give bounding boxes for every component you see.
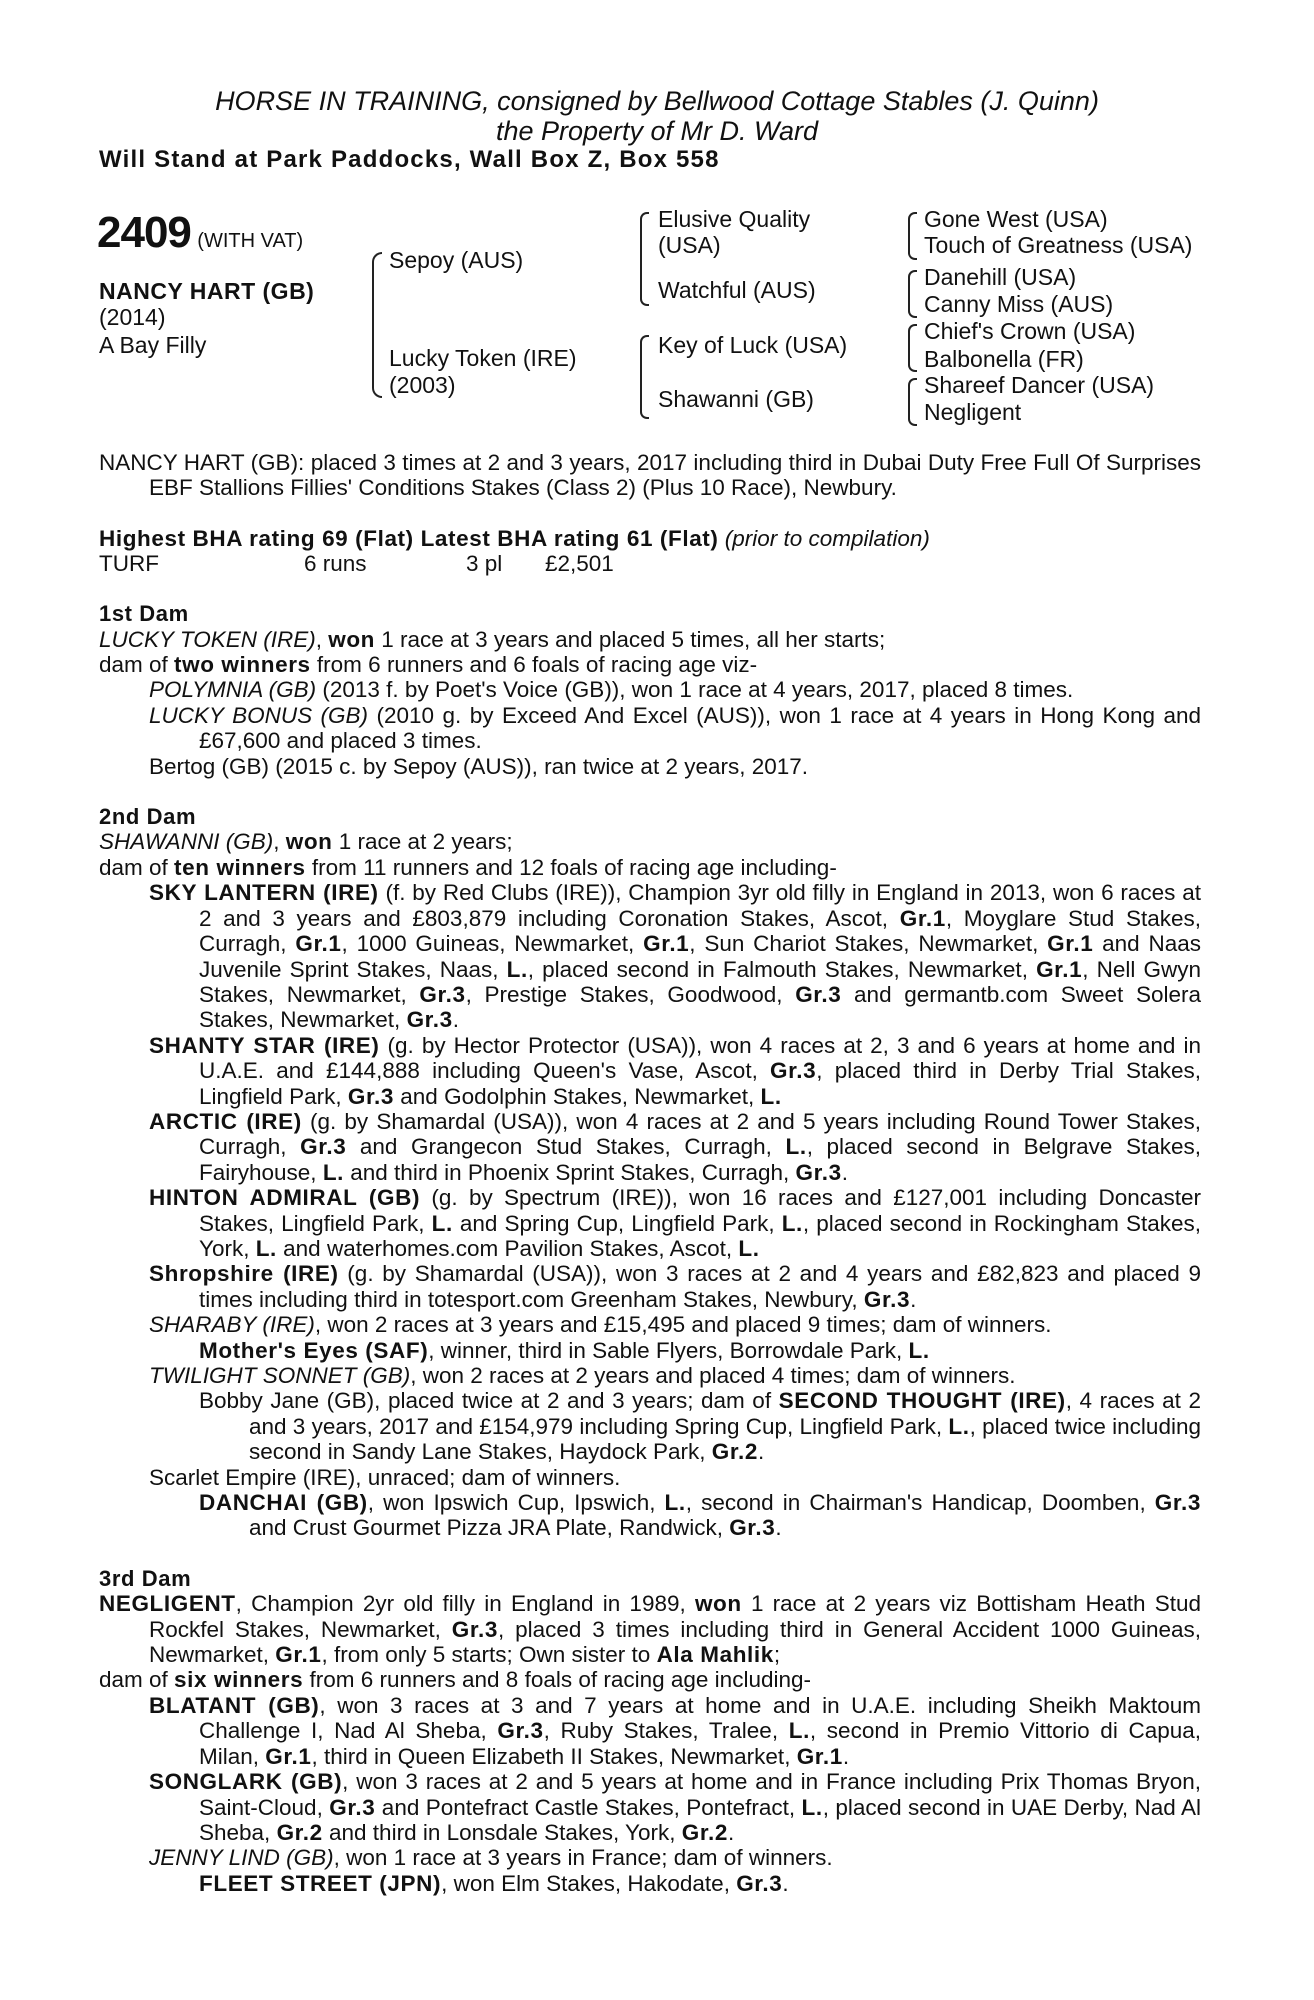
gd-dam-sire: Shareef Dancer (USA) — [924, 372, 1155, 398]
stand-location: Will Stand at Park Paddocks, Wall Box Z, Box 558 — [99, 146, 720, 173]
text: . — [757, 1439, 765, 1465]
dam-section — [99, 804, 1201, 1541]
produce-entry — [99, 855, 1201, 880]
text: , second in Premio Vittorio di Capua, Milan, — [199, 1718, 1202, 1769]
bold-text: FLEET STREET (JPN) — [199, 1870, 442, 1896]
foaling-year: (2014) — [99, 304, 166, 330]
text: , — [315, 626, 329, 652]
dam-year: (2003) — [389, 372, 456, 398]
bracket — [908, 212, 917, 260]
produce-entry — [99, 754, 1201, 779]
horse-name: NANCY HART (GB) — [99, 278, 315, 304]
bracket — [908, 270, 917, 318]
text: , winner, third in Sable Flyers, Borrowdale Park, — [428, 1337, 909, 1363]
text: dam of — [99, 1667, 175, 1693]
bold-text: Gr.3 — [770, 1058, 817, 1084]
surface: TURF — [99, 551, 159, 577]
text: , placed third in Derby Trial Stakes, Lingfield Park, — [199, 1058, 1201, 1109]
text: . — [775, 1515, 782, 1541]
text: , third in Queen Elizabeth II Stakes, Newmarket, — [311, 1743, 797, 1769]
text: 1 race at 3 years and placed 5 times, all her starts; — [375, 626, 886, 652]
text: . — [452, 1007, 460, 1033]
produce-entry — [99, 1261, 1201, 1312]
race-summary: NANCY HART (GB): placed 3 times at 2 and 3 years, 2017 including third in Dubai Duty Free Full Of Surprises EBF Stallions Fillies' Conditions Stakes (Class 2) (Plus 10 Race), Newbury. — [99, 450, 1201, 501]
produce-entry — [99, 1109, 1201, 1185]
italic-text: SHAWANNI (GB) — [99, 829, 274, 855]
bracket — [640, 212, 649, 306]
text: , placed second in Falmouth Stakes, Newmarket, — [527, 956, 1037, 982]
bold-text: Gr.3 — [406, 1007, 453, 1033]
text: . — [842, 1743, 850, 1769]
text: , won 2 races at 2 years and placed 4 times; dam of winners. — [410, 1363, 1016, 1388]
produce-entry — [99, 627, 1201, 652]
text: (2013 f. by Poet's Voice (GB)), won 1 race at 4 years, 2017, placed 8 times. — [316, 677, 1074, 703]
bold-text: Gr.1 — [1036, 956, 1083, 982]
produce-entry — [99, 1338, 1201, 1363]
text: (2010 g. by Exceed And Excel (AUS)), won 1 race at 4 years in Hong Kong and £67,600 and placed 3 times. — [199, 702, 1201, 754]
text: , 1000 Guineas, Newmarket, — [341, 931, 644, 957]
text: , won Ipswich Cup, Ipswich, — [367, 1490, 665, 1516]
produce-entry — [99, 1363, 1201, 1388]
text: (g. by Spectrum (IRE)), won 16 races and £127,001 including Doncaster Stakes, Lingfield Park, — [199, 1185, 1202, 1236]
text: , 4 races at 2 and 3 years, 2017 and £154,979 including Spring Cup, Lingfield Park, — [249, 1388, 1201, 1439]
dam-sire: Key of Luck (USA) — [658, 332, 848, 358]
bold-text: Gr.3 — [451, 1616, 498, 1642]
race-record — [99, 551, 1201, 576]
bold-text: SECOND THOUGHT (IRE) — [778, 1388, 1066, 1414]
bold-text: Gr.1 — [899, 905, 946, 931]
italic-text: JENNY LIND (GB) — [149, 1845, 334, 1871]
text: from 6 runners and 8 foals of racing age including- — [303, 1667, 811, 1693]
bold-text: L. — [908, 1337, 930, 1363]
sire: Sepoy (AUS) — [389, 247, 524, 273]
text: , won 2 races at 3 years and £15,495 and placed 9 times; dam of winners. — [314, 1312, 1052, 1338]
bold-text: won — [694, 1591, 742, 1617]
produce-entry — [99, 1871, 1201, 1896]
text: , placed twice including second in Sandy Lane Stakes, Haydock Park, — [249, 1413, 1201, 1465]
produce-entry — [99, 880, 1201, 1032]
produce-entry — [99, 1693, 1201, 1769]
bold-text: HINTON ADMIRAL (GB) — [149, 1185, 421, 1211]
produce-entry — [99, 1312, 1201, 1337]
bold-text: L. — [781, 1210, 803, 1236]
bold-text: L. — [255, 1235, 277, 1261]
bold-text: L. — [431, 1210, 453, 1236]
text: Bertog (GB) (2015 c. by Sepoy (AUS)), ran twice at 2 years, 2017. — [149, 753, 809, 779]
text: (g. by Hector Protector (USA)), won 4 races at 2, 3 and 6 years at home and in U.A.E. and £144,888 including Queen's Vase, Ascot, — [199, 1032, 1201, 1084]
produce-entry — [99, 677, 1201, 702]
bold-text: Gr.1 — [796, 1743, 843, 1769]
dam-section — [99, 1566, 1201, 1896]
text: , placed second in UAE Derby, Nad Al Sheba, — [199, 1794, 1201, 1845]
bracket — [372, 252, 382, 398]
text: , won Elm Stakes, Hakodate, — [441, 1870, 737, 1896]
text: (g. by Shamardal (USA)), won 4 races at 2 and 5 years including Round Tower Stakes, Curragh, — [199, 1108, 1201, 1160]
gd-sire-sire: Chief's Crown (USA) — [924, 318, 1136, 344]
section-heading: 3rd Dam — [99, 1565, 192, 1591]
text: , Ruby Stakes, Tralee, — [543, 1718, 789, 1744]
text: Bobby Jane (GB), placed twice at 2 and 3 years; dam of — [199, 1388, 779, 1414]
bold-text: Gr.1 — [295, 931, 342, 957]
horse-description: A Bay Filly — [99, 332, 207, 358]
property-of: the Property of Mr D. Ward — [495, 116, 819, 146]
bold-text: BLATANT (GB) — [149, 1692, 320, 1718]
sire-dam: Watchful (AUS) — [658, 277, 816, 303]
text: , placed second in Rockingham Stakes, York, — [199, 1210, 1201, 1261]
gs-dam-dam: Canny Miss (AUS) — [924, 291, 1114, 317]
text: and third in Lonsdale Stakes, York, — [322, 1819, 682, 1845]
bold-text: Gr.3 — [419, 981, 466, 1007]
bold-text: DANCHAI (GB) — [199, 1490, 368, 1516]
text: and Grangecon Stud Stakes, Curragh, — [346, 1134, 786, 1160]
produce-entry — [99, 1667, 1201, 1692]
text: , Nell Gwyn Stakes, Newmarket, — [199, 956, 1201, 1007]
text: , placed second in Belgrave Stakes, Fairyhouse, — [199, 1134, 1202, 1185]
produce-entry — [99, 703, 1201, 754]
dam-dam: Shawanni (GB) — [658, 386, 814, 412]
text: , Champion 2yr old filly in England in 1989, — [235, 1591, 695, 1617]
text: , won 3 races at 2 and 5 years at home and in France including Prix Thomas Bryon, Saint-Cloud, — [199, 1769, 1201, 1820]
bold-text: two winners — [174, 652, 311, 678]
produce-entry — [99, 1033, 1201, 1109]
text: , Sun Chariot Stakes, Newmarket, — [689, 931, 1048, 957]
bold-text: Gr.1 — [275, 1642, 322, 1668]
text: 1 race at 2 years viz Bottisham Heath Stud Rockfel Stakes, Newmarket, — [149, 1591, 1201, 1642]
text: , won 1 race at 3 years in France; dam of winners. — [333, 1845, 833, 1871]
text: (g. by Shamardal (USA)), won 3 races at 2 and 4 years and £82,823 and placed 9 times including third in totesport.com Greenham Stakes, Newbury, — [199, 1261, 1201, 1312]
catalogue-body — [99, 450, 1201, 1896]
text: , placed 3 times including third in General Accident 1000 Guineas, Newmarket, — [149, 1616, 1201, 1668]
text: and Spring Cup, Lingfield Park, — [452, 1210, 782, 1236]
gs-sire-sire: Gone West (USA) — [924, 206, 1108, 232]
text: and waterhomes.com Pavilion Stakes, Ascot, — [276, 1235, 739, 1261]
italic-text: LUCKY BONUS (GB) — [149, 702, 369, 728]
text: and Crust Gourmet Pizza JRA Plate, Randwick, — [249, 1515, 730, 1541]
consignment-title: HORSE IN TRAINING, consigned by Bellwood Cottage Stables (J. Quinn) — [215, 86, 1099, 116]
bold-text: Gr.3 — [300, 1134, 347, 1160]
bold-text: L. — [760, 1083, 782, 1109]
rating-line — [99, 526, 1201, 551]
earnings: £2,501 — [545, 551, 614, 577]
vat-label: (WITH VAT) — [197, 230, 304, 252]
bold-text: L. — [322, 1159, 345, 1185]
bold-text: L. — [948, 1413, 970, 1439]
produce-entry — [99, 1465, 1201, 1490]
bold-text: L. — [785, 1134, 807, 1160]
produce-entry — [99, 829, 1201, 854]
text: , second in Chairman's Handicap, Doomben, — [685, 1490, 1155, 1516]
text: and third in Phoenix Sprint Stakes, Curragh, — [344, 1159, 796, 1185]
bracket — [908, 324, 917, 372]
bracket — [908, 378, 917, 426]
bold-text: Gr.2 — [276, 1819, 323, 1845]
bold-text: L. — [506, 956, 528, 982]
text: from 6 runners and 6 foals of racing age viz- — [310, 652, 758, 678]
bold-text: won — [328, 626, 376, 652]
produce-entry — [99, 1845, 1201, 1870]
bold-text: Gr.1 — [265, 1743, 312, 1769]
produce-entry — [99, 1490, 1201, 1541]
section-heading: 1st Dam — [99, 601, 189, 627]
text: dam of — [99, 854, 175, 880]
text: , won 3 races at 3 and 7 years at home and in U.A.E. including Sheikh Maktoum Challenge I, Nad Al Sheba, — [199, 1692, 1202, 1744]
text: , Prestige Stakes, Goodwood, — [465, 981, 796, 1007]
bold-text: L. — [788, 1718, 810, 1744]
bold-text: SONGLARK (GB) — [149, 1769, 343, 1795]
bold-text: Ala Mahlik — [656, 1642, 774, 1668]
produce-entry — [99, 652, 1201, 677]
bold-text: L. — [664, 1490, 686, 1516]
lot-number-line — [97, 208, 303, 258]
gs-sire-dam: Touch of Greatness (USA) — [924, 232, 1193, 258]
italic-text: SHARABY (IRE) — [149, 1312, 315, 1338]
text: dam of — [99, 652, 175, 678]
italic-text: POLYMNIA (GB) — [149, 677, 317, 703]
bold-text: six winners — [174, 1667, 304, 1693]
bracket — [640, 335, 649, 419]
bold-text: won — [285, 829, 333, 855]
dam-sections — [99, 601, 1201, 1896]
text: , — [273, 829, 286, 855]
bold-text: Gr.3 — [863, 1286, 911, 1312]
bold-text: NEGLIGENT — [99, 1591, 236, 1617]
bold-text: Gr.2 — [711, 1439, 758, 1465]
bold-text: Gr.2 — [681, 1819, 728, 1845]
text: and Godolphin Stakes, Newmarket, — [394, 1083, 761, 1109]
produce-entry — [99, 1388, 1201, 1464]
bold-text: SKY LANTERN (IRE) — [149, 880, 379, 906]
text: . — [910, 1286, 917, 1312]
runs: 6 runs — [304, 551, 367, 577]
bold-text: Gr.3 — [729, 1515, 776, 1541]
text: . — [841, 1159, 848, 1185]
gs-dam-sire: Danehill (USA) — [924, 264, 1077, 290]
italic-text: TWILIGHT SONNET (GB) — [149, 1363, 411, 1388]
bold-text: Gr.3 — [329, 1794, 376, 1820]
bha-rating: Highest BHA rating 69 (Flat) Latest BHA rating 61 (Flat) — [99, 525, 719, 551]
bold-text: Gr.3 — [795, 1159, 842, 1185]
bold-text: Mother's Eyes (SAF) — [199, 1337, 429, 1363]
text: . — [782, 1870, 789, 1896]
produce-entry — [99, 1769, 1201, 1845]
bold-text: SHANTY STAR (IRE) — [149, 1032, 380, 1058]
dam-section — [99, 601, 1201, 779]
italic-text: LUCKY TOKEN (IRE) — [99, 626, 316, 652]
sire-sire: Elusive Quality — [658, 206, 811, 232]
text: ; — [773, 1642, 781, 1668]
bold-text: Gr.1 — [1047, 931, 1094, 957]
text: and Naas Juvenile Sprint Stakes, Naas, — [199, 931, 1202, 982]
text: from 11 runners and 12 foals of racing age including- — [305, 854, 837, 880]
bold-text: Gr.3 — [497, 1718, 544, 1744]
text: (f. by Red Clubs (IRE)), Champion 3yr old filly in England in 2013, won 6 races at 2 and 3 years and £803,879 including Coronation Stakes, Ascot, — [199, 880, 1201, 931]
bold-text: Gr.3 — [736, 1870, 783, 1896]
produce-entry — [99, 1591, 1201, 1667]
section-heading: 2nd Dam — [99, 804, 197, 830]
bold-text: Gr.1 — [643, 931, 690, 957]
produce-entry — [99, 1185, 1201, 1261]
bold-text: Gr.3 — [1154, 1490, 1201, 1516]
bold-text: Gr.3 — [347, 1083, 395, 1109]
text: . — [727, 1819, 735, 1845]
gd-dam-dam: Negligent — [924, 399, 1022, 425]
bold-text: ten winners — [174, 854, 306, 880]
text: , Moyglare Stud Stakes, Curragh, — [199, 905, 1201, 957]
text: and germantb.com Sweet Solera Stakes, Newmarket, — [199, 981, 1201, 1033]
rating-note: (prior to compilation) — [724, 525, 930, 551]
text: Scarlet Empire (IRE), unraced; dam of winners. — [149, 1464, 621, 1490]
dam: Lucky Token (IRE) — [389, 345, 577, 371]
placed: 3 pl — [466, 551, 503, 577]
bold-text: L. — [801, 1794, 823, 1820]
sire-sire-country: (USA) — [658, 232, 721, 258]
bold-text: ARCTIC (IRE) — [149, 1108, 302, 1134]
gd-sire-dam: Balbonella (FR) — [924, 346, 1084, 372]
text: , from only 5 starts; Own sister to — [321, 1642, 657, 1668]
bold-text: Gr.3 — [795, 981, 842, 1007]
bold-text: Shropshire (IRE) — [149, 1261, 339, 1287]
lot-number: 2409 — [97, 208, 191, 257]
bold-text: L. — [738, 1235, 760, 1261]
text: 1 race at 2 years; — [332, 829, 513, 855]
text: and Pontefract Castle Stakes, Pontefract, — [375, 1794, 802, 1820]
